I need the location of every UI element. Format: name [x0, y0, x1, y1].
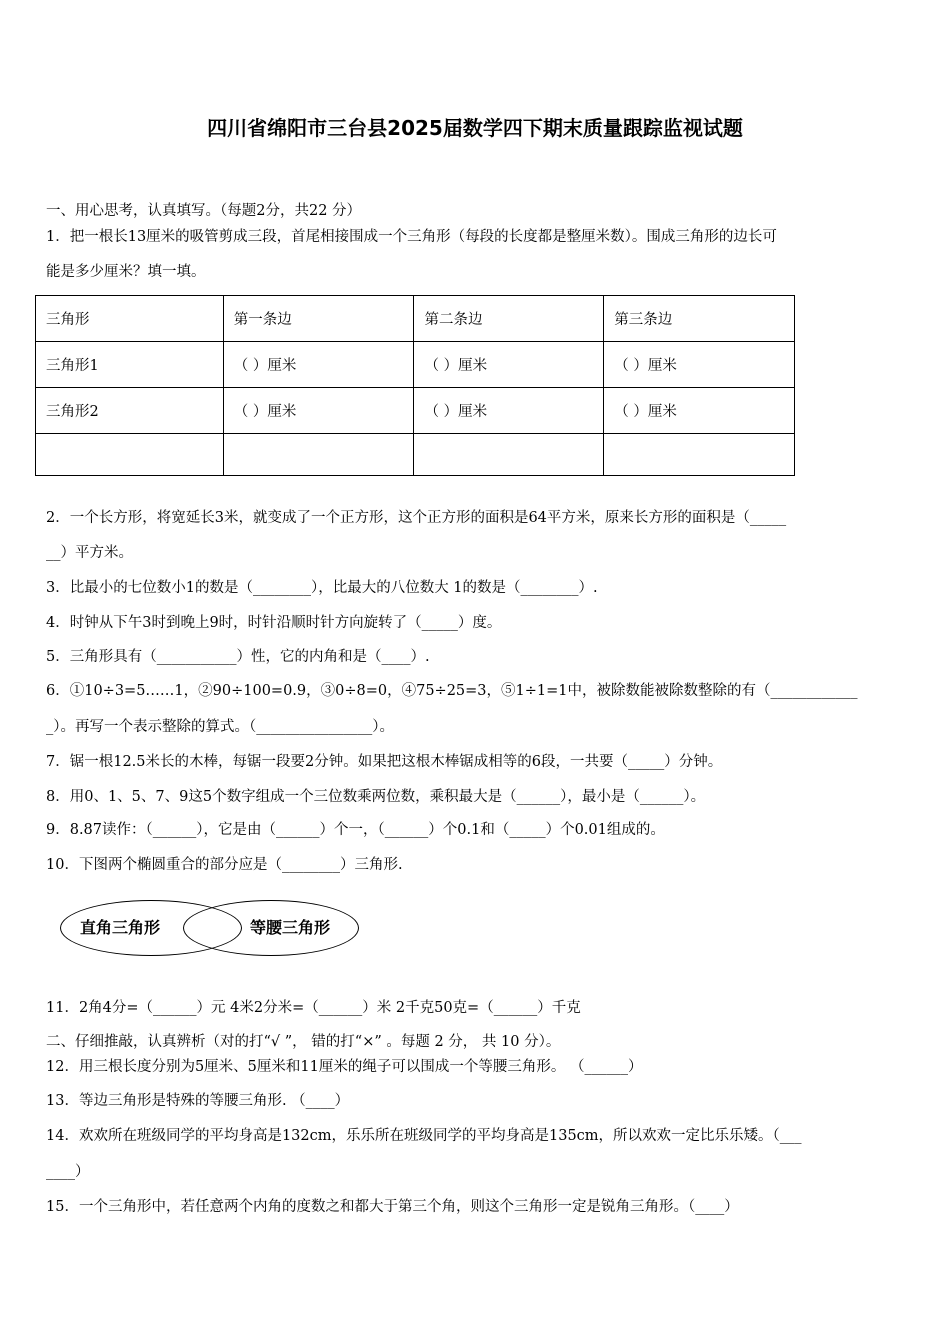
- table-cell[interactable]: [223, 434, 414, 476]
- table-header: 第二条边: [414, 296, 604, 342]
- question-3: 3．比最小的七位数小1的数是（________），比最大的八位数大 1的数是（________）.: [46, 580, 598, 596]
- table-row: [36, 434, 795, 476]
- table-cell[interactable]: （ ）厘米: [414, 388, 604, 434]
- table-cell: 三角形1: [36, 342, 224, 388]
- table-cell[interactable]: （ ）厘米: [414, 342, 604, 388]
- question-8: 8．用0、1、5、7、9这5个数字组成一个三位数乘两位数，乘积最大是（______），最小是（______）。: [46, 789, 706, 805]
- table-cell[interactable]: [36, 434, 224, 476]
- table-row: [36, 388, 795, 434]
- triangle-table: [35, 295, 795, 476]
- question-2-line-1: 2．一个长方形，将宽延长3米，就变成了一个正方形，这个正方形的面积是64平方米，原来长方形的面积是（_____: [46, 510, 787, 526]
- table-cell[interactable]: （ ）厘米: [223, 342, 414, 388]
- question-12: 12．用三根长度分别为5厘米、5厘米和11厘米的绳子可以围成一个等腰三角形。 （______）: [46, 1059, 643, 1075]
- question-7: 7．锯一根12.5米长的木棒，每锯一段要2分钟。如果把这根木棒锯成相等的6段，一共要（_____）分钟。: [46, 754, 723, 770]
- table-cell[interactable]: （ ）厘米: [604, 388, 795, 434]
- table-header: 三角形: [36, 296, 224, 342]
- question-6-line-1: 6．①10÷3=5……1，②90÷100=0.9，③0÷8=0，④75÷25=3，⑤1÷1=1中，被除数能被除数整除的有（____________: [46, 683, 858, 699]
- question-15: 15．一个三角形中，若任意两个内角的度数之和都大于第三个角，则这个三角形一定是锐角三角形。（____）: [46, 1199, 739, 1215]
- question-5: 5．三角形具有（___________）性，它的内角和是（____）.: [46, 649, 430, 665]
- question-4: 4．时钟从下午3时到晚上9时，时针沿顺时针方向旋转了（_____）度。: [46, 615, 502, 631]
- table-cell[interactable]: [604, 434, 795, 476]
- question-10: 10．下图两个椭圆重合的部分应是（________）三角形.: [46, 857, 403, 873]
- question-2-line-2: __）平方米。: [46, 545, 133, 561]
- question-1-line-2: 能是多少厘米？填一填。: [46, 264, 206, 280]
- section-2-heading: 二、仔细推敲，认真辨析（对的打“√ ”， 错的打“×” 。每题 2 分， 共 10 分）。: [46, 1034, 561, 1050]
- table-cell: 三角形2: [36, 388, 224, 434]
- question-9: 9．8.87读作：（______），它是由（______）个一，（______）个0.1和（_____）个0.01组成的。: [46, 822, 665, 838]
- question-6-line-2: _）。再写一个表示整除的算式。（________________）。: [46, 719, 394, 735]
- page-title: 四川省绵阳市三台县2025届数学四下期末质量跟踪监视试题: [207, 116, 743, 140]
- table-header: 第一条边: [223, 296, 414, 342]
- table-cell[interactable]: [414, 434, 604, 476]
- ellipse-label: 直角三角形: [80, 918, 161, 937]
- table-cell[interactable]: （ ）厘米: [604, 342, 795, 388]
- question-11: 11．2角4分=（______）元 4米2分米=（______）米 2千克50克=（______）千克: [46, 1000, 581, 1016]
- table-row: [36, 342, 795, 388]
- ellipse-label: 等腰三角形: [250, 918, 331, 937]
- question-1-line-1: 1．把一根长13厘米的吸管剪成三段，首尾相接围成一个三角形（每段的长度都是整厘米数）。围成三角形的边长可: [46, 229, 777, 245]
- table-header-row: [36, 296, 795, 342]
- question-14-line-2: ____）: [46, 1164, 90, 1180]
- table-header: 第三条边: [604, 296, 795, 342]
- question-13: 13．等边三角形是特殊的等腰三角形. （____）: [46, 1093, 350, 1109]
- table-cell[interactable]: （ ）厘米: [223, 388, 414, 434]
- section-1-heading: 一、用心思考，认真填写。（每题2分，共22 分）: [46, 203, 362, 219]
- question-14-line-1: 14．欢欢所在班级同学的平均身高是132cm，乐乐所在班级同学的平均身高是135cm，所以欢欢一定比乐乐矮。（___: [46, 1128, 802, 1144]
